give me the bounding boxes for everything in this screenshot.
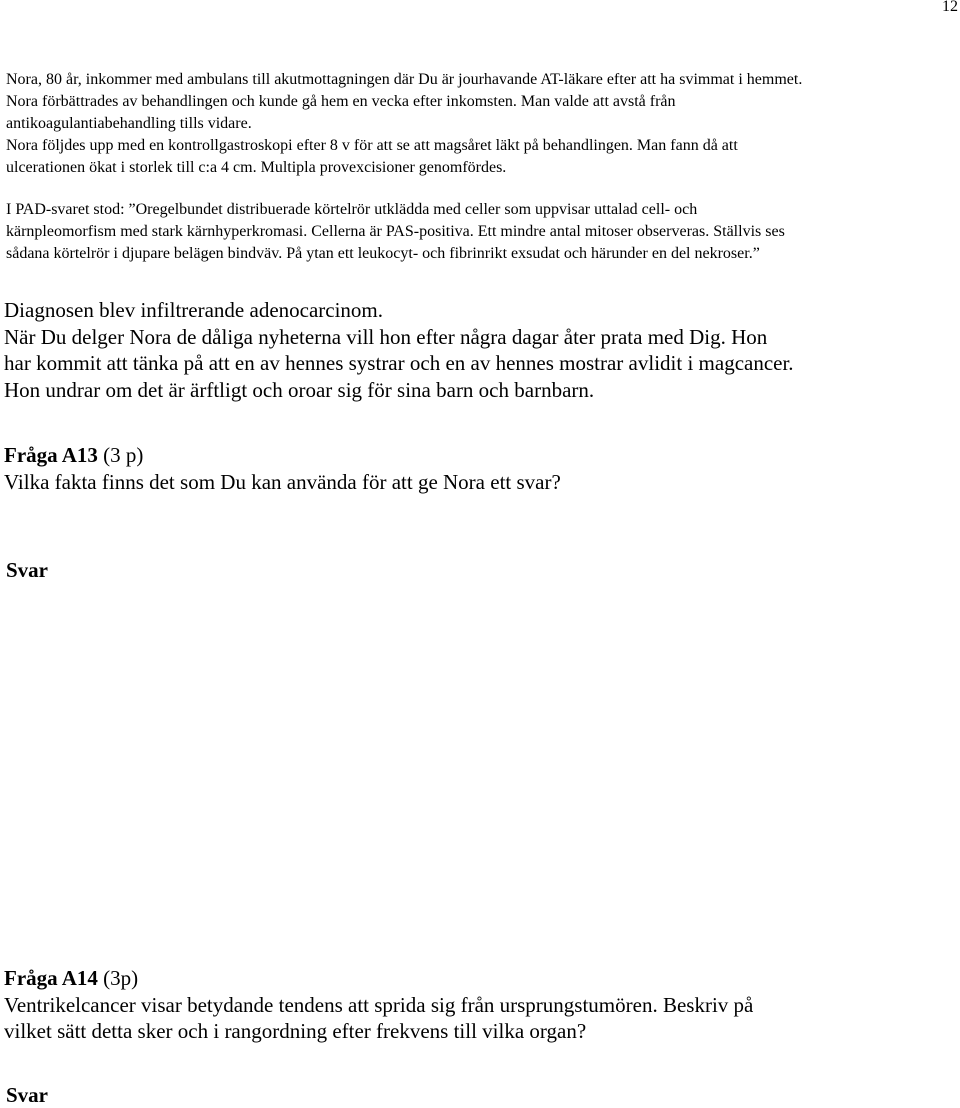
question-a13	[4, 442, 956, 495]
diagnosis-line: Diagnosen blev infiltrerande adenocarcinom.	[4, 298, 384, 322]
question-a13-title: Fråga A13	[4, 443, 98, 467]
question-a13-heading	[4, 442, 956, 469]
question-a14-text-line: vilket sätt detta sker och i rangordning efter frekvens till vilka organ?	[4, 1019, 587, 1043]
pad-line: kärnpleomorfism med stark kärnhyperkromasi. Cellerna är PAS-positiva. Ett mindre antal mitoser observeras. Ställvis ses	[6, 223, 785, 240]
answer-label: Svar	[6, 558, 48, 582]
question-a13-text: Vilka fakta finns det som Du kan använda för att ge Nora ett svar?	[4, 469, 561, 494]
case-line: Nora, 80 år, inkommer med ambulans till akutmottagningen där Du är jourhavande AT-läkare efter att ha svimmat i hemmet.	[6, 71, 803, 88]
case-intro	[6, 69, 956, 179]
question-a14-title: Fråga A14	[4, 966, 98, 990]
diagnosis-section	[4, 297, 956, 403]
pad-line: I PAD-svaret stod: ”Oregelbundet distribuerade körtelrör utklädda med celler som uppvisar uttalad cell- och	[6, 201, 698, 218]
diagnosis-text-line: När Du delger Nora de dåliga nyheterna vill hon efter några dagar åter prata med Dig. Hon	[4, 324, 768, 349]
case-line: ulcerationen ökat i storlek till c:a 4 cm. Multipla provexcisioner genomfördes.	[6, 159, 507, 176]
diagnosis-text-line: har kommit att tänka på att en av hennes systrar och en av hennes mostrar avlidit i magcancer.	[4, 351, 794, 375]
case-line: Nora förbättrades av behandlingen och kunde gå hem en vecka efter inkomsten. Man valde att avstå från	[6, 93, 676, 110]
question-a13-points: (3 p)	[97, 443, 144, 467]
question-a14-heading	[4, 965, 956, 992]
page-number: 12	[942, 0, 958, 15]
question-a14-points: (3p)	[97, 966, 139, 990]
case-line: Nora följdes upp med en kontrollgastroskopi efter 8 v för att se att magsåret läkt på behandlingen. Man fann då att	[6, 137, 738, 154]
question-a14-text-line: Ventrikelcancer visar betydande tendens att sprida sig från ursprungstumören. Beskriv på	[4, 992, 754, 1017]
answer-label: Svar	[6, 1083, 48, 1107]
pad-report	[6, 199, 956, 265]
question-a14	[4, 965, 956, 1045]
pad-line: sådana körtelrör i djupare belägen bindväv. På ytan ett leukocyt- och fibrinrikt exsudat och härunder en del nekroser.”	[6, 245, 760, 262]
diagnosis-text-line: Hon undrar om det är ärftligt och oroar sig för sina barn och barnbarn.	[4, 377, 595, 402]
case-line: antikoagulantiabehandling tills vidare.	[6, 115, 252, 132]
